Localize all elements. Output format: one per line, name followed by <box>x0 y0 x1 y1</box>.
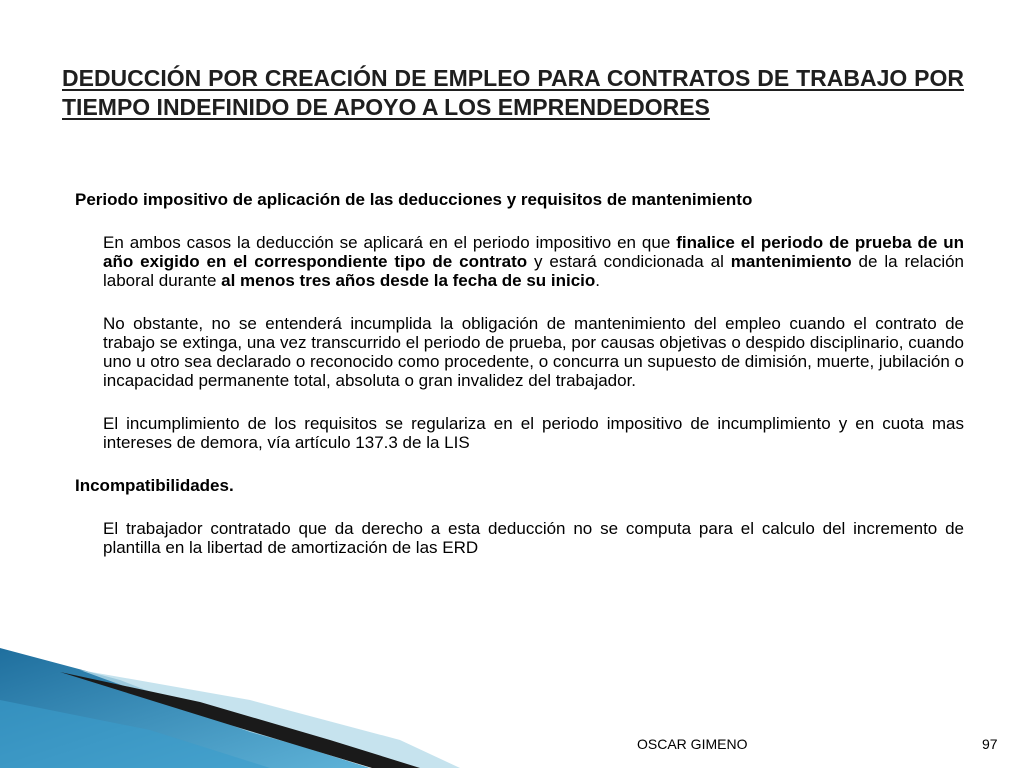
paragraph-incumplimiento: El incumplimiento de los requisitos se regulariza en el periodo impositivo de incumplimiento y en cuota mas intereses de demora, vía artículo 137.3 de la LIS <box>103 414 964 452</box>
footer-page-number: 97 <box>982 736 998 752</box>
text-run: y estará condicionada al <box>527 252 731 271</box>
paragraph-trabajador: El trabajador contratado que da derecho a esta deducción no se computa para el calculo del incremento de plantilla en la libertad de amortización de las ERD <box>103 519 964 557</box>
text-run: de la relación laboral durante <box>103 252 965 290</box>
bold-run: al menos tres años desde la fecha de su inicio <box>221 271 596 290</box>
paragraph-no-obstante: No obstante, no se entenderá incumplida la obligación de mantenimiento del empleo cuando el contrato de trabajo se extinga, una vez transcurrido el periodo de prueba, por causas objetivas o despido disciplinario, cuando uno u otro sea declarado o reconocido como procedente, o concurra un supuesto de dimisión, muerte, jubilación o incapacidad permanente total, absoluta o gran invalidez del trabajador. <box>103 314 964 390</box>
bold-run: mantenimiento <box>730 252 852 271</box>
decorative-swoosh <box>0 640 460 768</box>
footer-author: OSCAR GIMENO <box>637 736 748 752</box>
section-heading-incompatibilidades: Incompatibilidades. <box>75 476 234 495</box>
bold-run: finalice el periodo de prueba de un año exigido en el correspondiente tipo de contrato <box>103 233 964 271</box>
paragraph-ambos-casos <box>103 233 964 290</box>
text-run: . <box>595 271 601 290</box>
section-heading-periodo: Periodo impositivo de aplicación de las deducciones y requisitos de mantenimiento <box>75 190 753 209</box>
slide-title: DEDUCCIÓN POR CREACIÓN DE EMPLEO PARA CONTRATOS DE TRABAJO POR TIEMPO INDEFINIDO DE APOYO A LOS EMPRENDEDORES <box>62 65 964 120</box>
slide-content <box>75 190 964 581</box>
text-run: En ambos casos la deducción se aplicará en el periodo impositivo en que <box>103 233 677 252</box>
